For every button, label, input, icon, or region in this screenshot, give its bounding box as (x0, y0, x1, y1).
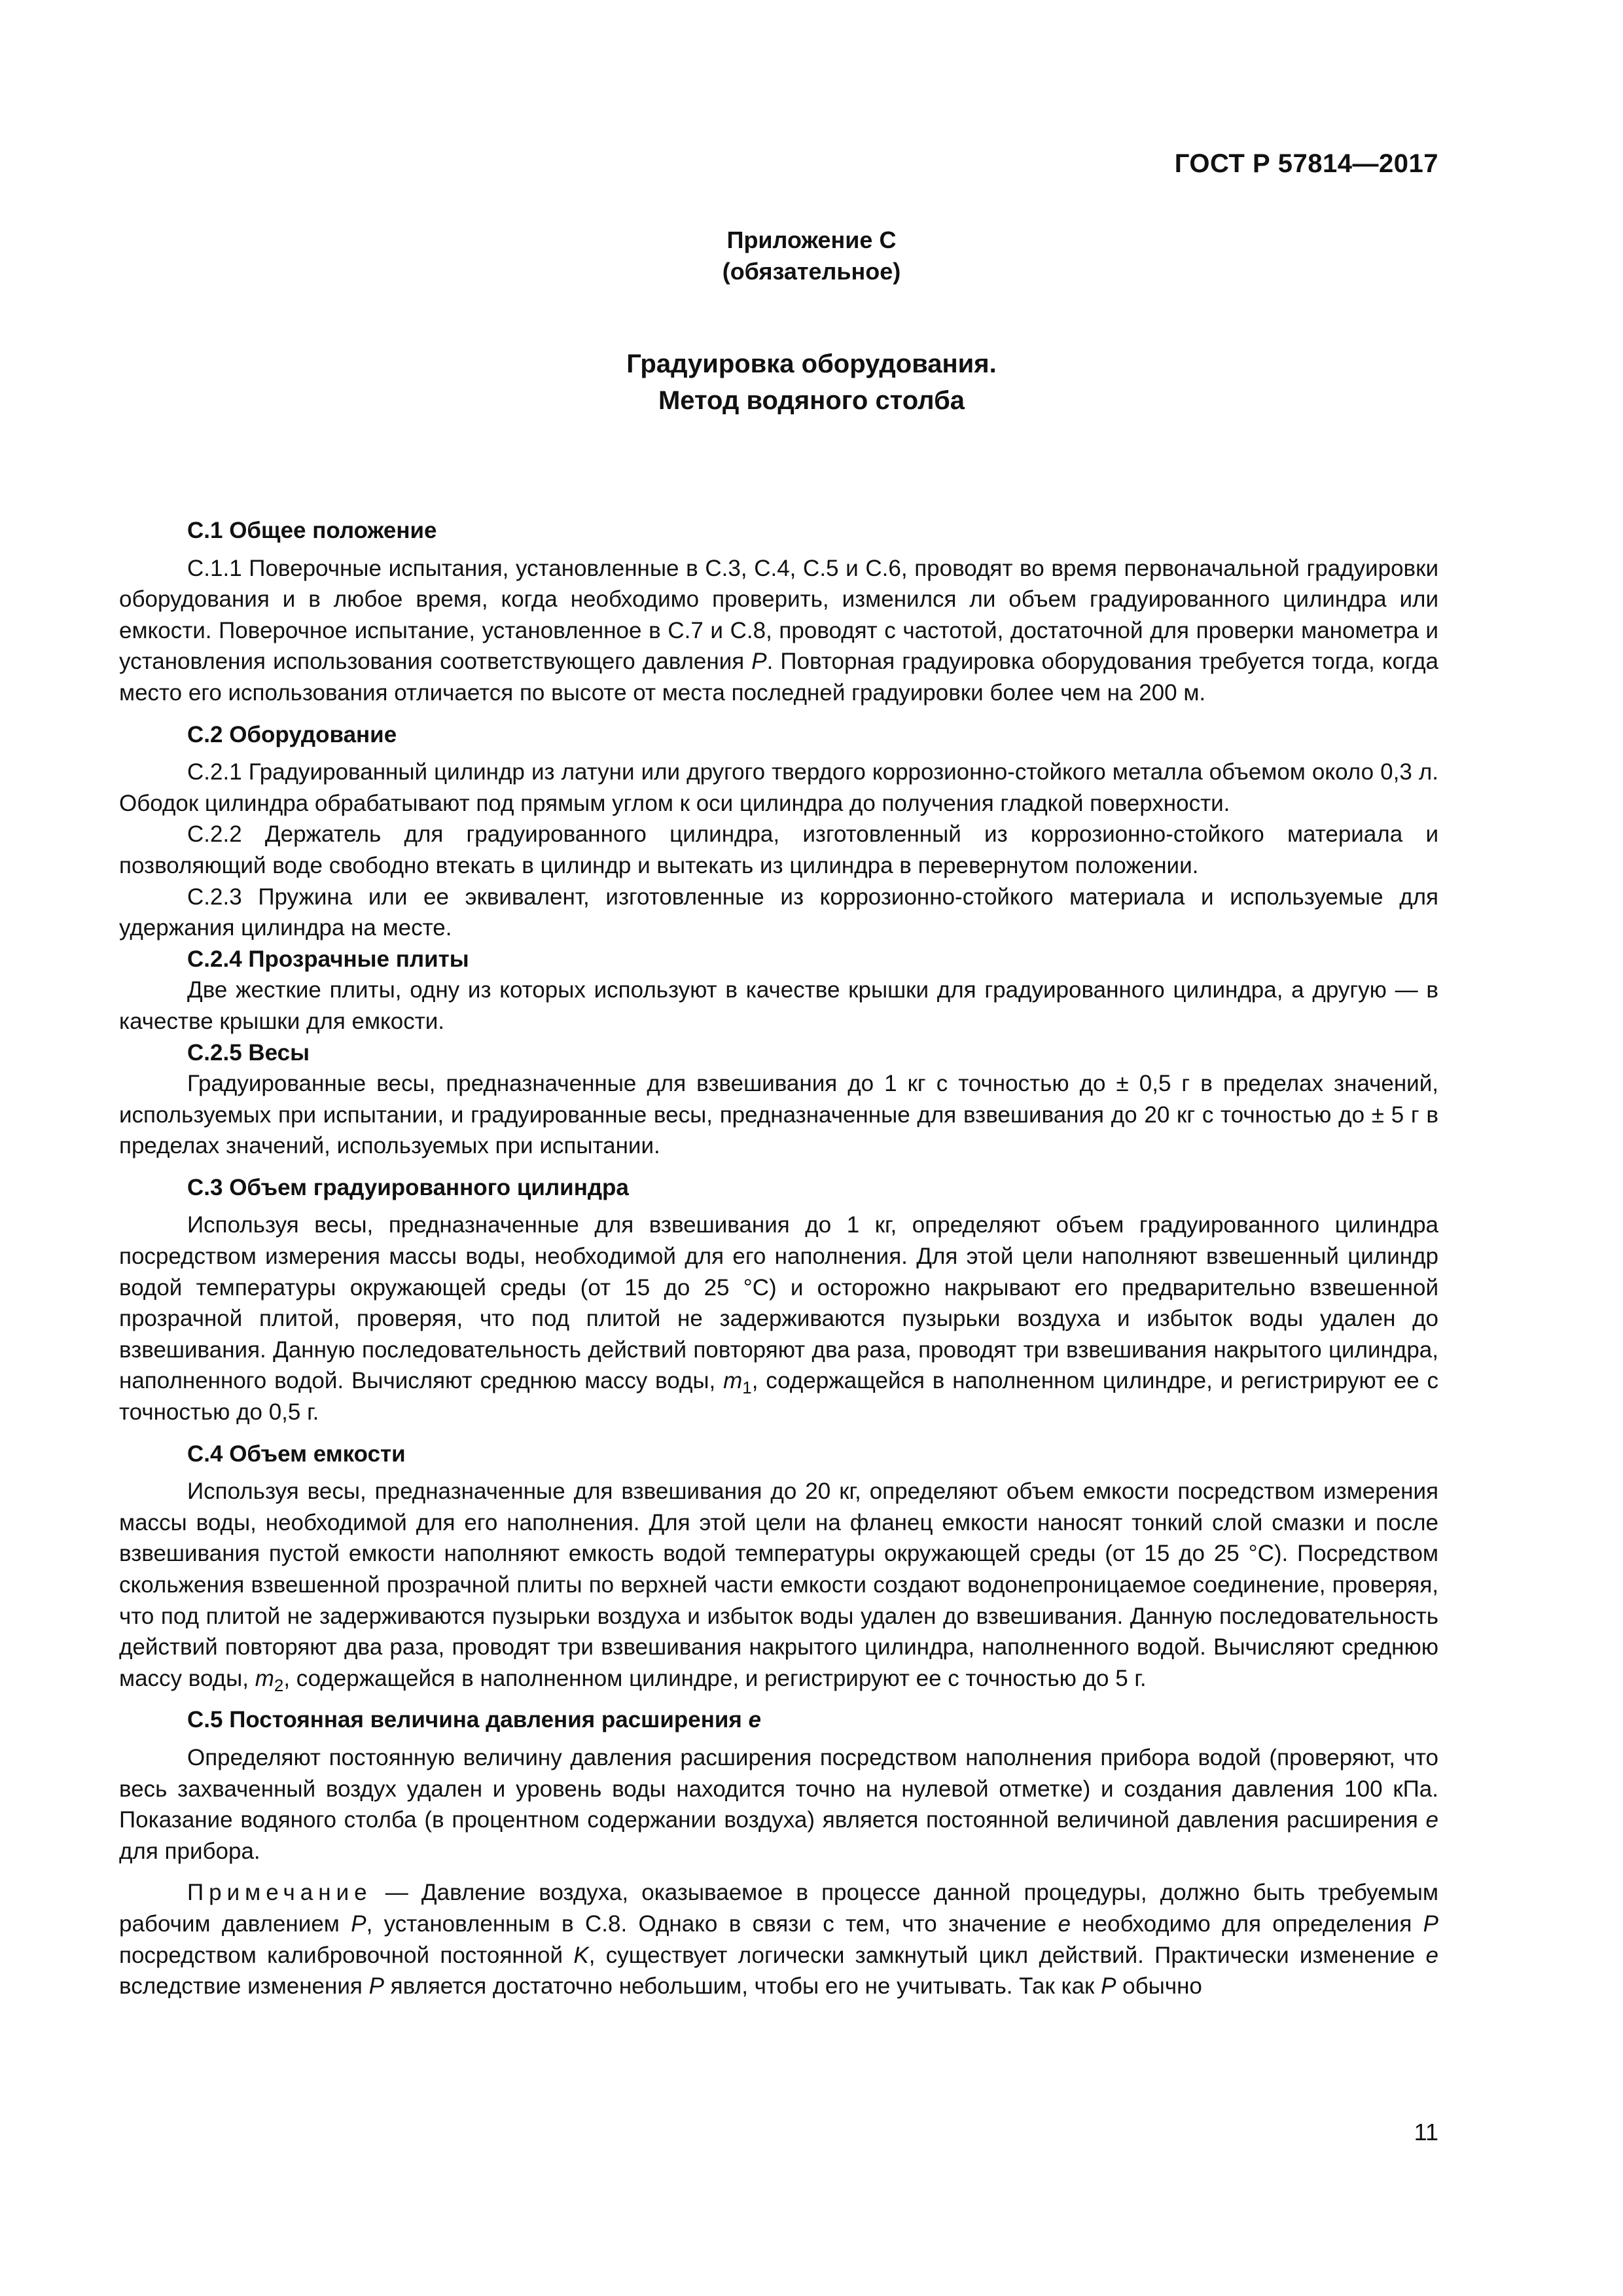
section-heading-c4: С.4 Объем емкости (187, 1441, 406, 1467)
section-heading-c2: С.2 Оборудование (187, 721, 397, 747)
page-number: 11 (1414, 2119, 1438, 2145)
section-heading-c5: С.5 Постоянная величина давления расширения e (187, 1707, 761, 1733)
subsection-heading-c2-5: С.2.5 Весы (187, 1039, 310, 1066)
note-paragraph: Примечание — Давление воздуха, оказываемое в процессе данной процедуры, должно быть требуемым рабочим давлением P, установленным в С.8. Однако в связи с тем, что значение e необходимо для определения P посредством калибровочной постоянной K, существует логически замкнутый цикл действий. Практически изменение e вследствие изменения P является достаточно небольшим, чтобы его не учитывать. Так как P обычно (119, 1880, 1438, 2000)
paragraph-c2-1: С.2.1 Градуированный цилиндр из латуни или другого твердого коррозионно-стойкого металла объемом около 0,3 л. Ободок цилиндра обрабатывают под прямым углом к оси цилиндра до получения гладкой поверхности. (119, 759, 1438, 816)
paragraph-c2-3: С.2.3 Пружина или ее эквивалент, изготовленные из коррозионно-стойкого материала и используемые для удержания цилиндра на месте. (119, 884, 1438, 941)
section-heading-c3: С.3 Объем градуированного цилиндра (187, 1174, 629, 1200)
paragraph-c4-1: Используя весы, предназначенные для взвешивания до 20 кг, определяют объем емкости посредством измерения массы воды, необходимой для его наполнения. Для этой цели на фланец емкости наносят тонкий слой смазки и после взвешивания пустой емкости наполняют емкость водой температуры окружающей среды (от 15 до 25 °С). Посредством скольжения взвешенной прозрачной плиты по верхней части емкости создают водонепроницаемое соединение, проверяя, что под плитой не задерживаются пузырьки воздуха и избыток воды удален до взвешивания. Данную последовательность действий повторяют два раза, проводят три взвешивания накрытого цилиндра, наполненного водой. Вычисляют среднюю массу воды, $m_2$, содержащейся в наполненном цилиндре, и регистрируют ее с точностью до 5 г. (119, 1479, 1438, 1695)
paragraph-c3-1: Используя весы, предназначенные для взвешивания до 1 кг, определяют объем градуированного цилиндра посредством измерения массы воды, необходимой для его наполнения. Для этой цели наполняют взвешенный цилиндр водой температуры окружающей среды (от 15 до 25 °С) и осторожно накрывают его предварительно взвешенной прозрачной плитой, проверяя, что под плитой не задерживаются пузырьки воздуха и избыток воды удален до взвешивания. Данную последовательность действий повторяют два раза, проводят три взвешивания накрытого цилиндра, наполненного водой. Вычисляют среднюю массу воды, $m_1$, содержащейся в наполненном цилиндре, и регистрируют ее с точностью до 0,5 г. (119, 1212, 1438, 1426)
annex-title (0, 346, 1623, 419)
paragraph-c5-1: Определяют постоянную величину давления расширения посредством наполнения прибора водой (проверяют, что весь захваченный воздух удален и уровень воды находится точно на нулевой отметке) и создания давления 100 кПа. Показание водяного столба (в процентном содержании воздуха) является постоянной величиной давления расширения e для прибора. (119, 1744, 1438, 1864)
paragraph-c2-4: Две жесткие плиты, одну из которых используют в качестве крышки для градуированного цилиндра, а другую — в качестве крышки для емкости. (119, 977, 1438, 1034)
document-code: ГОСТ Р 57814—2017 (1174, 149, 1438, 178)
annex-label: Приложение С (726, 226, 897, 253)
document-body (119, 515, 1438, 2002)
paragraph-c1-1: С.1.1 Поверочные испытания, установленные в С.3, С.4, С.5 и С.6, проводят во время первоначальной градуировки оборудования и в любое время, когда необходимо проверить, изменился ли объем градуированного цилиндра или емкости. Поверочное испытание, установленное в С.7 и С.8, проводят с частотой, достаточной для проверки манометра и установления использования соответствующего давления P. Повторная градуировка оборудования требуется тогда, когда место его использования отличается по высоте от места последней градуировки более чем на 200 м. (119, 555, 1438, 706)
annex-status: (обязательное) (722, 258, 901, 285)
section-heading-c1: С.1 Общее положение (187, 518, 437, 543)
subsection-heading-c2-4: С.2.4 Прозрачные плиты (187, 946, 469, 972)
annex-title-line-2: Метод водяного столба (658, 386, 965, 415)
paragraph-c2-5: Градуированные весы, предназначенные для взвешивания до 1 кг с точностью до ± 0,5 г в пределах значений, используемых при испытании, и градуированные весы, предназначенные для взвешивания до 20 кг с точностью до ± 5 г в пределах значений, используемых при испытании. (119, 1071, 1438, 1159)
note-label: Примечание (187, 1880, 372, 1906)
annex-heading (0, 224, 1623, 287)
paragraph-c2-2: С.2.2 Держатель для градуированного цилиндра, изготовленный из коррозионно-стойкого материала и позволяющий воде свободно втекать в цилиндр и вытекать из цилиндра в перевернутом положении. (119, 821, 1438, 878)
annex-title-line-1: Градуировка оборудования. (626, 350, 997, 378)
